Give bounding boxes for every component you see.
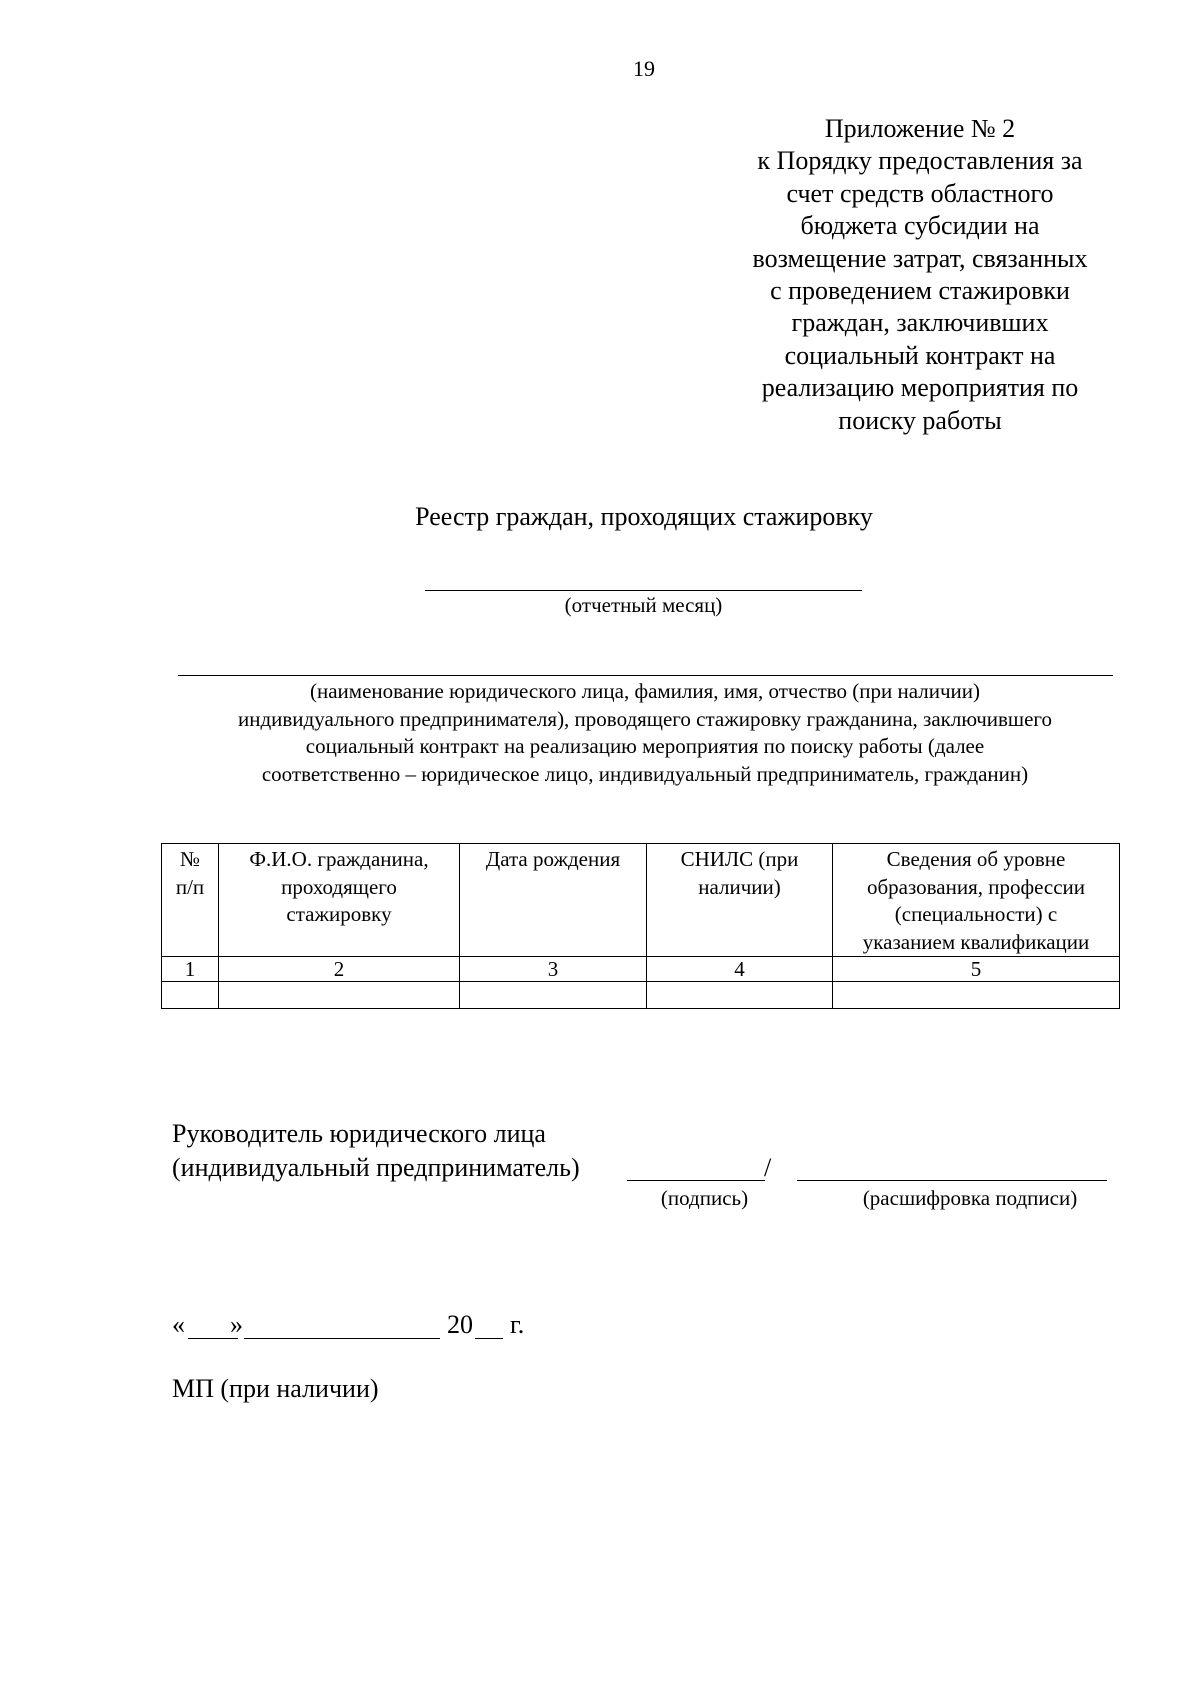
appendix-line: бюджета субсидии на (800, 211, 1040, 241)
signature-caption: (подпись) (660, 1186, 749, 1210)
date-open-quote: « (172, 1310, 185, 1339)
column-number-cell: 1 (162, 957, 219, 982)
signature-separator: / (764, 1153, 772, 1182)
header-cell-snils: СНИЛС (при наличии) (647, 844, 833, 957)
appendix-line: возмещение затрат, связанных (752, 243, 1088, 273)
header-cell-number: № п/п (162, 844, 219, 957)
table-row (162, 982, 1120, 1009)
table-header-row (162, 844, 1120, 957)
header-cell-full-name: Ф.И.О. гражданина, проходящего стажировку (219, 844, 460, 957)
reporting-month-blank-line (425, 590, 862, 591)
header-cell-birth-date: Дата рождения (460, 844, 647, 957)
empty-cell (460, 982, 647, 1009)
column-number-cell: 5 (833, 957, 1120, 982)
signature-name-caption: (расшифровка подписи) (862, 1186, 1078, 1210)
document-title: Реестр граждан, проходящих стажировку (415, 502, 873, 531)
empty-cell (219, 982, 460, 1009)
date-year-suffix: г. (510, 1310, 525, 1339)
reporting-month-caption: (отчетный месяц) (564, 593, 723, 617)
page-number: 19 (633, 56, 655, 81)
date-year-blank-line (475, 1338, 503, 1339)
appendix-line: с проведением стажировки (770, 276, 1070, 306)
date-close-quote: » (230, 1310, 243, 1339)
appendix-header (730, 113, 1110, 437)
signature-name-blank-line (797, 1180, 1107, 1181)
empty-cell (647, 982, 833, 1009)
signer-title-line-2: (индивидуальный предприниматель) (172, 1153, 580, 1182)
signature-blank-line (627, 1180, 765, 1181)
caption-line: индивидуального предпринимателя), проводящего стажировку гражданина, заключившего (237, 706, 1053, 731)
caption-line: социальный контракт на реализацию мероприятия по поиску работы (далее (305, 734, 985, 758)
citizens-registry-table (161, 843, 1120, 1009)
empty-cell (162, 982, 219, 1009)
date-month-blank-line (244, 1338, 440, 1339)
column-number-cell: 3 (460, 957, 647, 982)
column-number-cell: 4 (647, 957, 833, 982)
column-number-cell: 2 (219, 957, 460, 982)
appendix-line: граждан, заключивших (791, 308, 1049, 338)
appendix-line: поиску работы (838, 405, 1002, 435)
appendix-line: реализацию мероприятия по (761, 373, 1079, 403)
stamp-note: МП (при наличии) (172, 1374, 379, 1403)
header-cell-education: Сведения об уровне образования, профессии (специальности) с указанием квалификации (833, 844, 1120, 957)
empty-cell (833, 982, 1120, 1009)
caption-line: соответственно – юридическое лицо, индивидуальный предприниматель, гражданин) (261, 761, 1029, 786)
caption-line: (наименование юридического лица, фамилия, имя, отчество (при наличии) (309, 679, 981, 703)
organization-name-blank-line (178, 675, 1113, 676)
appendix-line: к Порядку предоставления за (757, 146, 1083, 176)
signer-title-line-1: Руководитель юридического лица (172, 1119, 546, 1148)
appendix-line: счет средств областного (786, 178, 1054, 208)
appendix-line: Приложение № 2 (824, 114, 1016, 143)
column-number-row (162, 957, 1120, 982)
date-year-prefix: 20 (447, 1310, 473, 1339)
appendix-line: социальный контракт на (784, 340, 1056, 370)
organization-name-caption (150, 678, 1140, 788)
